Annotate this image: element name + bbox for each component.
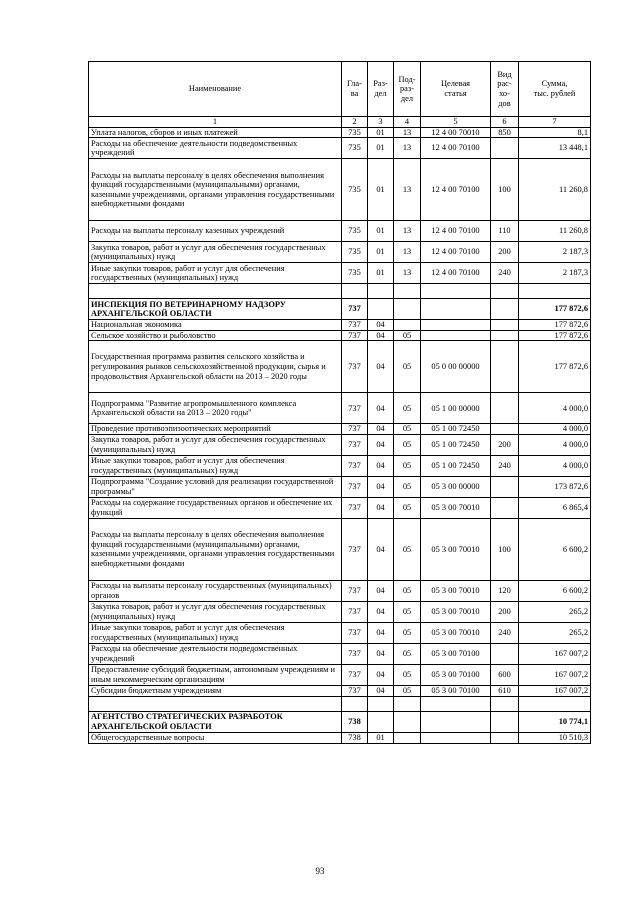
row-glava: 735 bbox=[342, 127, 368, 138]
row-glava: 737 bbox=[342, 476, 368, 497]
column-number: 1 bbox=[89, 117, 342, 128]
row-sum: 177 872,6 bbox=[519, 320, 591, 331]
table-row bbox=[89, 393, 591, 424]
row-razdel: 04 bbox=[368, 476, 394, 497]
table-row bbox=[89, 601, 591, 622]
row-razdel: 01 bbox=[368, 159, 394, 221]
row-podrazdel: 13 bbox=[394, 242, 421, 263]
table-row bbox=[89, 434, 591, 455]
row-name: Расходы на выплаты персоналу казенных учреждений bbox=[89, 221, 342, 242]
row-vid: 600 bbox=[491, 664, 519, 685]
row-glava: 737 bbox=[342, 643, 368, 664]
row-name: Уплата налогов, сборов и иных платежей bbox=[89, 127, 342, 138]
row-target: 05 3 00 70010 bbox=[421, 580, 491, 601]
table-row bbox=[89, 424, 591, 435]
row-glava: 737 bbox=[342, 518, 368, 580]
row-razdel: 04 bbox=[368, 434, 394, 455]
row-sum: 4 000,0 bbox=[519, 434, 591, 455]
row-name: Иные закупки товаров, работ и услуг для обеспечения государственных (муниципальных) нужд bbox=[89, 263, 342, 284]
row-vid: 240 bbox=[491, 263, 519, 284]
row-sum: 10 510,3 bbox=[519, 732, 591, 743]
column-number: 7 bbox=[519, 117, 591, 128]
table-row bbox=[89, 497, 591, 518]
row-vid: 120 bbox=[491, 580, 519, 601]
row-sum: 173 872,6 bbox=[519, 476, 591, 497]
row-glava: 738 bbox=[342, 711, 368, 732]
table-body bbox=[89, 127, 591, 743]
row-vid bbox=[491, 138, 519, 159]
row-glava: 738 bbox=[342, 732, 368, 743]
row-vid bbox=[491, 299, 519, 320]
row-razdel: 04 bbox=[368, 518, 394, 580]
column-number: 4 bbox=[394, 117, 421, 128]
table-row bbox=[89, 476, 591, 497]
row-vid bbox=[491, 711, 519, 732]
row-name: АГЕНТСТВО СТРАТЕГИЧЕСКИХ РАЗРАБОТОК АРХАНГЕЛЬСКОЙ ОБЛАСТИ bbox=[89, 711, 342, 732]
row-vid bbox=[491, 476, 519, 497]
row-glava: 735 bbox=[342, 221, 368, 242]
row-name: Расходы на содержание государственных органов и обеспечение их функций bbox=[89, 497, 342, 518]
row-sum: 10 774,1 bbox=[519, 711, 591, 732]
row-sum: 6 600,2 bbox=[519, 580, 591, 601]
row-vid: 100 bbox=[491, 518, 519, 580]
row-sum: 4 000,0 bbox=[519, 393, 591, 424]
row-glava: 737 bbox=[342, 455, 368, 476]
row-sum: 177 872,6 bbox=[519, 299, 591, 320]
row-razdel: 04 bbox=[368, 497, 394, 518]
row-podrazdel: 05 bbox=[394, 622, 421, 643]
row-name: Расходы на выплаты персоналу в целях обеспечения выполнения функций государственными (муниципальными) органами, казенными учреждениями, органами управления государственными внебюджетными фондами bbox=[89, 159, 342, 221]
row-glava: 737 bbox=[342, 580, 368, 601]
header-glava: Гла- ва bbox=[342, 62, 368, 117]
row-glava bbox=[342, 696, 368, 711]
row-podrazdel: 05 bbox=[394, 497, 421, 518]
row-podrazdel: 13 bbox=[394, 221, 421, 242]
header-razdel: Раз- дел bbox=[368, 62, 394, 117]
row-podrazdel: 05 bbox=[394, 518, 421, 580]
table-row bbox=[89, 622, 591, 643]
row-name: Предоставление субсидий бюджетным, автономным учреждениям и иным некоммерческим организациям bbox=[89, 664, 342, 685]
table-row bbox=[89, 341, 591, 393]
row-glava: 737 bbox=[342, 330, 368, 341]
table-row bbox=[89, 711, 591, 732]
table-row bbox=[89, 299, 591, 320]
row-glava: 735 bbox=[342, 263, 368, 284]
row-podrazdel: 13 bbox=[394, 159, 421, 221]
column-number: 2 bbox=[342, 117, 368, 128]
row-name: Общегосударственные вопросы bbox=[89, 732, 342, 743]
table-row bbox=[89, 664, 591, 685]
row-podrazdel: 05 bbox=[394, 601, 421, 622]
row-name: Иные закупки товаров, работ и услуг для обеспечения государственных (муниципальных) нужд bbox=[89, 622, 342, 643]
row-podrazdel: 05 bbox=[394, 341, 421, 393]
table-row bbox=[89, 330, 591, 341]
row-podrazdel bbox=[394, 320, 421, 331]
row-razdel: 04 bbox=[368, 643, 394, 664]
table-row bbox=[89, 732, 591, 743]
row-vid bbox=[491, 696, 519, 711]
row-name: Расходы на обеспечение деятельности подведомственных учреждений bbox=[89, 643, 342, 664]
row-name: Государственная программа развития сельского хозяйства и регулирования рынков сельскохозяйственной продукции, сырья и продовольствия Архангельской области на 2013 – 2020 годы bbox=[89, 341, 342, 393]
row-name: ИНСПЕКЦИЯ ПО ВЕТЕРИНАРНОМУ НАДЗОРУ АРХАНГЕЛЬСКОЙ ОБЛАСТИ bbox=[89, 299, 342, 320]
row-target bbox=[421, 284, 491, 299]
row-razdel bbox=[368, 299, 394, 320]
row-razdel: 04 bbox=[368, 341, 394, 393]
row-sum: 6 600,2 bbox=[519, 518, 591, 580]
row-razdel: 04 bbox=[368, 622, 394, 643]
row-sum: 265,2 bbox=[519, 601, 591, 622]
row-name: Подпрограмма "Развитие агропромышленного комплекса Архангельской области на 2013 – 2020 годы" bbox=[89, 393, 342, 424]
spacer-row bbox=[89, 284, 591, 299]
row-glava: 737 bbox=[342, 434, 368, 455]
row-sum: 2 187,3 bbox=[519, 263, 591, 284]
row-vid: 850 bbox=[491, 127, 519, 138]
row-razdel: 04 bbox=[368, 320, 394, 331]
table-row bbox=[89, 127, 591, 138]
row-sum bbox=[519, 284, 591, 299]
row-glava: 737 bbox=[342, 299, 368, 320]
row-vid bbox=[491, 393, 519, 424]
row-razdel bbox=[368, 711, 394, 732]
row-razdel: 01 bbox=[368, 263, 394, 284]
row-vid bbox=[491, 732, 519, 743]
header-row bbox=[89, 62, 591, 117]
row-name: Расходы на выплаты персоналу государственных (муниципальных) органов bbox=[89, 580, 342, 601]
row-target: 05 1 00 00000 bbox=[421, 393, 491, 424]
table-row bbox=[89, 455, 591, 476]
row-sum: 4 000,0 bbox=[519, 455, 591, 476]
row-name: Иные закупки товаров, работ и услуг для обеспечения государственных (муниципальных) нужд bbox=[89, 455, 342, 476]
row-sum: 8,1 bbox=[519, 127, 591, 138]
row-glava: 737 bbox=[342, 341, 368, 393]
row-razdel: 01 bbox=[368, 732, 394, 743]
row-glava: 735 bbox=[342, 138, 368, 159]
row-name: Национальная экономика bbox=[89, 320, 342, 331]
row-target: 12 4 00 70100 bbox=[421, 242, 491, 263]
row-vid: 200 bbox=[491, 242, 519, 263]
row-name: Сельское хозяйство и рыболовство bbox=[89, 330, 342, 341]
row-name: Расходы на обеспечение деятельности подведомственных учреждений bbox=[89, 138, 342, 159]
row-target bbox=[421, 711, 491, 732]
row-podrazdel: 05 bbox=[394, 434, 421, 455]
row-name bbox=[89, 696, 342, 711]
row-target: 12 4 00 70100 bbox=[421, 221, 491, 242]
row-podrazdel: 05 bbox=[394, 664, 421, 685]
row-razdel: 04 bbox=[368, 455, 394, 476]
row-glava: 737 bbox=[342, 320, 368, 331]
row-name: Закупка товаров, работ и услуг для обеспечения государственных (муниципальных) нужд bbox=[89, 242, 342, 263]
row-podrazdel bbox=[394, 299, 421, 320]
row-glava: 735 bbox=[342, 159, 368, 221]
row-sum: 11 260,8 bbox=[519, 159, 591, 221]
row-sum: 11 260,8 bbox=[519, 221, 591, 242]
row-razdel: 04 bbox=[368, 393, 394, 424]
row-sum: 265,2 bbox=[519, 622, 591, 643]
row-razdel: 04 bbox=[368, 685, 394, 696]
row-razdel: 01 bbox=[368, 127, 394, 138]
row-podrazdel: 13 bbox=[394, 127, 421, 138]
row-name: Субсидии бюджетным учреждениям bbox=[89, 685, 342, 696]
table-row bbox=[89, 518, 591, 580]
row-target: 12 4 00 70100 bbox=[421, 138, 491, 159]
row-glava: 737 bbox=[342, 664, 368, 685]
table-row bbox=[89, 221, 591, 242]
row-podrazdel: 05 bbox=[394, 424, 421, 435]
row-vid: 240 bbox=[491, 455, 519, 476]
row-target bbox=[421, 696, 491, 711]
column-number-row bbox=[89, 117, 591, 128]
row-sum: 4 000,0 bbox=[519, 424, 591, 435]
row-vid bbox=[491, 330, 519, 341]
row-podrazdel: 05 bbox=[394, 685, 421, 696]
column-number: 5 bbox=[421, 117, 491, 128]
row-target bbox=[421, 299, 491, 320]
row-vid: 110 bbox=[491, 221, 519, 242]
page-number: 93 bbox=[315, 866, 325, 876]
table-row bbox=[89, 685, 591, 696]
row-vid: 610 bbox=[491, 685, 519, 696]
row-target: 05 0 00 00000 bbox=[421, 341, 491, 393]
row-target bbox=[421, 320, 491, 331]
header-name: Наименование bbox=[89, 62, 342, 117]
row-sum: 2 187,3 bbox=[519, 242, 591, 263]
row-name: Закупка товаров, работ и услуг для обеспечения государственных (муниципальных) нужд bbox=[89, 601, 342, 622]
row-name bbox=[89, 284, 342, 299]
row-glava: 737 bbox=[342, 685, 368, 696]
row-target: 05 3 00 00000 bbox=[421, 476, 491, 497]
row-target bbox=[421, 330, 491, 341]
row-target: 05 1 00 72450 bbox=[421, 455, 491, 476]
row-vid: 240 bbox=[491, 622, 519, 643]
table-row bbox=[89, 242, 591, 263]
table-row bbox=[89, 159, 591, 221]
column-number: 3 bbox=[368, 117, 394, 128]
spacer-row bbox=[89, 696, 591, 711]
row-name: Расходы на выплаты персоналу в целях обеспечения выполнения функций государственными (муниципальными) органами, казенными учреждениями, органами управления государственными внебюджетными фондами bbox=[89, 518, 342, 580]
row-podrazdel: 13 bbox=[394, 263, 421, 284]
row-target: 05 3 00 70010 bbox=[421, 518, 491, 580]
row-target: 05 3 00 70100 bbox=[421, 664, 491, 685]
row-razdel: 01 bbox=[368, 221, 394, 242]
row-razdel bbox=[368, 284, 394, 299]
row-vid: 200 bbox=[491, 601, 519, 622]
row-name: Подпрограмма "Создание условий для реализации государственной программы" bbox=[89, 476, 342, 497]
row-podrazdel: 05 bbox=[394, 643, 421, 664]
row-podrazdel: 05 bbox=[394, 393, 421, 424]
row-sum bbox=[519, 696, 591, 711]
row-target: 12 4 00 70010 bbox=[421, 127, 491, 138]
row-name: Проведение противоэпизоотических мероприятий bbox=[89, 424, 342, 435]
row-glava: 737 bbox=[342, 497, 368, 518]
table-row bbox=[89, 320, 591, 331]
row-sum: 6 865,4 bbox=[519, 497, 591, 518]
row-vid bbox=[491, 341, 519, 393]
row-target: 12 4 00 70100 bbox=[421, 263, 491, 284]
row-sum: 167 007,2 bbox=[519, 664, 591, 685]
row-podrazdel: 05 bbox=[394, 455, 421, 476]
row-glava: 737 bbox=[342, 424, 368, 435]
table-row bbox=[89, 643, 591, 664]
row-name: Закупка товаров, работ и услуг для обеспечения государственных (муниципальных) нужд bbox=[89, 434, 342, 455]
row-vid bbox=[491, 320, 519, 331]
budget-table bbox=[88, 61, 591, 744]
row-podrazdel bbox=[394, 732, 421, 743]
row-razdel: 04 bbox=[368, 601, 394, 622]
row-vid bbox=[491, 424, 519, 435]
row-target: 05 3 00 70010 bbox=[421, 497, 491, 518]
row-target: 12 4 00 70100 bbox=[421, 159, 491, 221]
row-glava: 735 bbox=[342, 242, 368, 263]
row-target: 05 3 00 70100 bbox=[421, 643, 491, 664]
header-vid: Вид рас- хо- дов bbox=[491, 62, 519, 117]
row-target bbox=[421, 732, 491, 743]
row-podrazdel: 13 bbox=[394, 138, 421, 159]
table-row bbox=[89, 580, 591, 601]
row-glava bbox=[342, 284, 368, 299]
row-podrazdel: 05 bbox=[394, 580, 421, 601]
row-razdel: 04 bbox=[368, 580, 394, 601]
row-razdel: 01 bbox=[368, 242, 394, 263]
row-podrazdel bbox=[394, 711, 421, 732]
row-target: 05 3 00 70010 bbox=[421, 622, 491, 643]
row-sum: 167 007,2 bbox=[519, 643, 591, 664]
row-vid bbox=[491, 284, 519, 299]
row-vid: 200 bbox=[491, 434, 519, 455]
row-podrazdel: 05 bbox=[394, 476, 421, 497]
table-row bbox=[89, 138, 591, 159]
row-vid: 100 bbox=[491, 159, 519, 221]
row-vid bbox=[491, 643, 519, 664]
header-target: Целевая статья bbox=[421, 62, 491, 117]
row-razdel bbox=[368, 696, 394, 711]
row-razdel: 04 bbox=[368, 424, 394, 435]
row-podrazdel bbox=[394, 284, 421, 299]
row-razdel: 01 bbox=[368, 138, 394, 159]
row-sum: 13 448,1 bbox=[519, 138, 591, 159]
row-target: 05 1 00 72450 bbox=[421, 424, 491, 435]
row-glava: 737 bbox=[342, 622, 368, 643]
column-number: 6 bbox=[491, 117, 519, 128]
row-sum: 177 872,6 bbox=[519, 341, 591, 393]
row-razdel: 04 bbox=[368, 330, 394, 341]
row-sum: 177 872,6 bbox=[519, 330, 591, 341]
header-sum: Сумма, тыс. рублей bbox=[519, 62, 591, 117]
table-row bbox=[89, 263, 591, 284]
row-razdel: 04 bbox=[368, 664, 394, 685]
row-sum: 167 007,2 bbox=[519, 685, 591, 696]
row-podrazdel bbox=[394, 696, 421, 711]
row-target: 05 1 00 72450 bbox=[421, 434, 491, 455]
row-target: 05 3 00 70100 bbox=[421, 685, 491, 696]
row-podrazdel: 05 bbox=[394, 330, 421, 341]
header-podrazdel: Под- раз- дел bbox=[394, 62, 421, 117]
row-glava: 737 bbox=[342, 601, 368, 622]
row-vid bbox=[491, 497, 519, 518]
row-target: 05 3 00 70010 bbox=[421, 601, 491, 622]
row-glava: 737 bbox=[342, 393, 368, 424]
